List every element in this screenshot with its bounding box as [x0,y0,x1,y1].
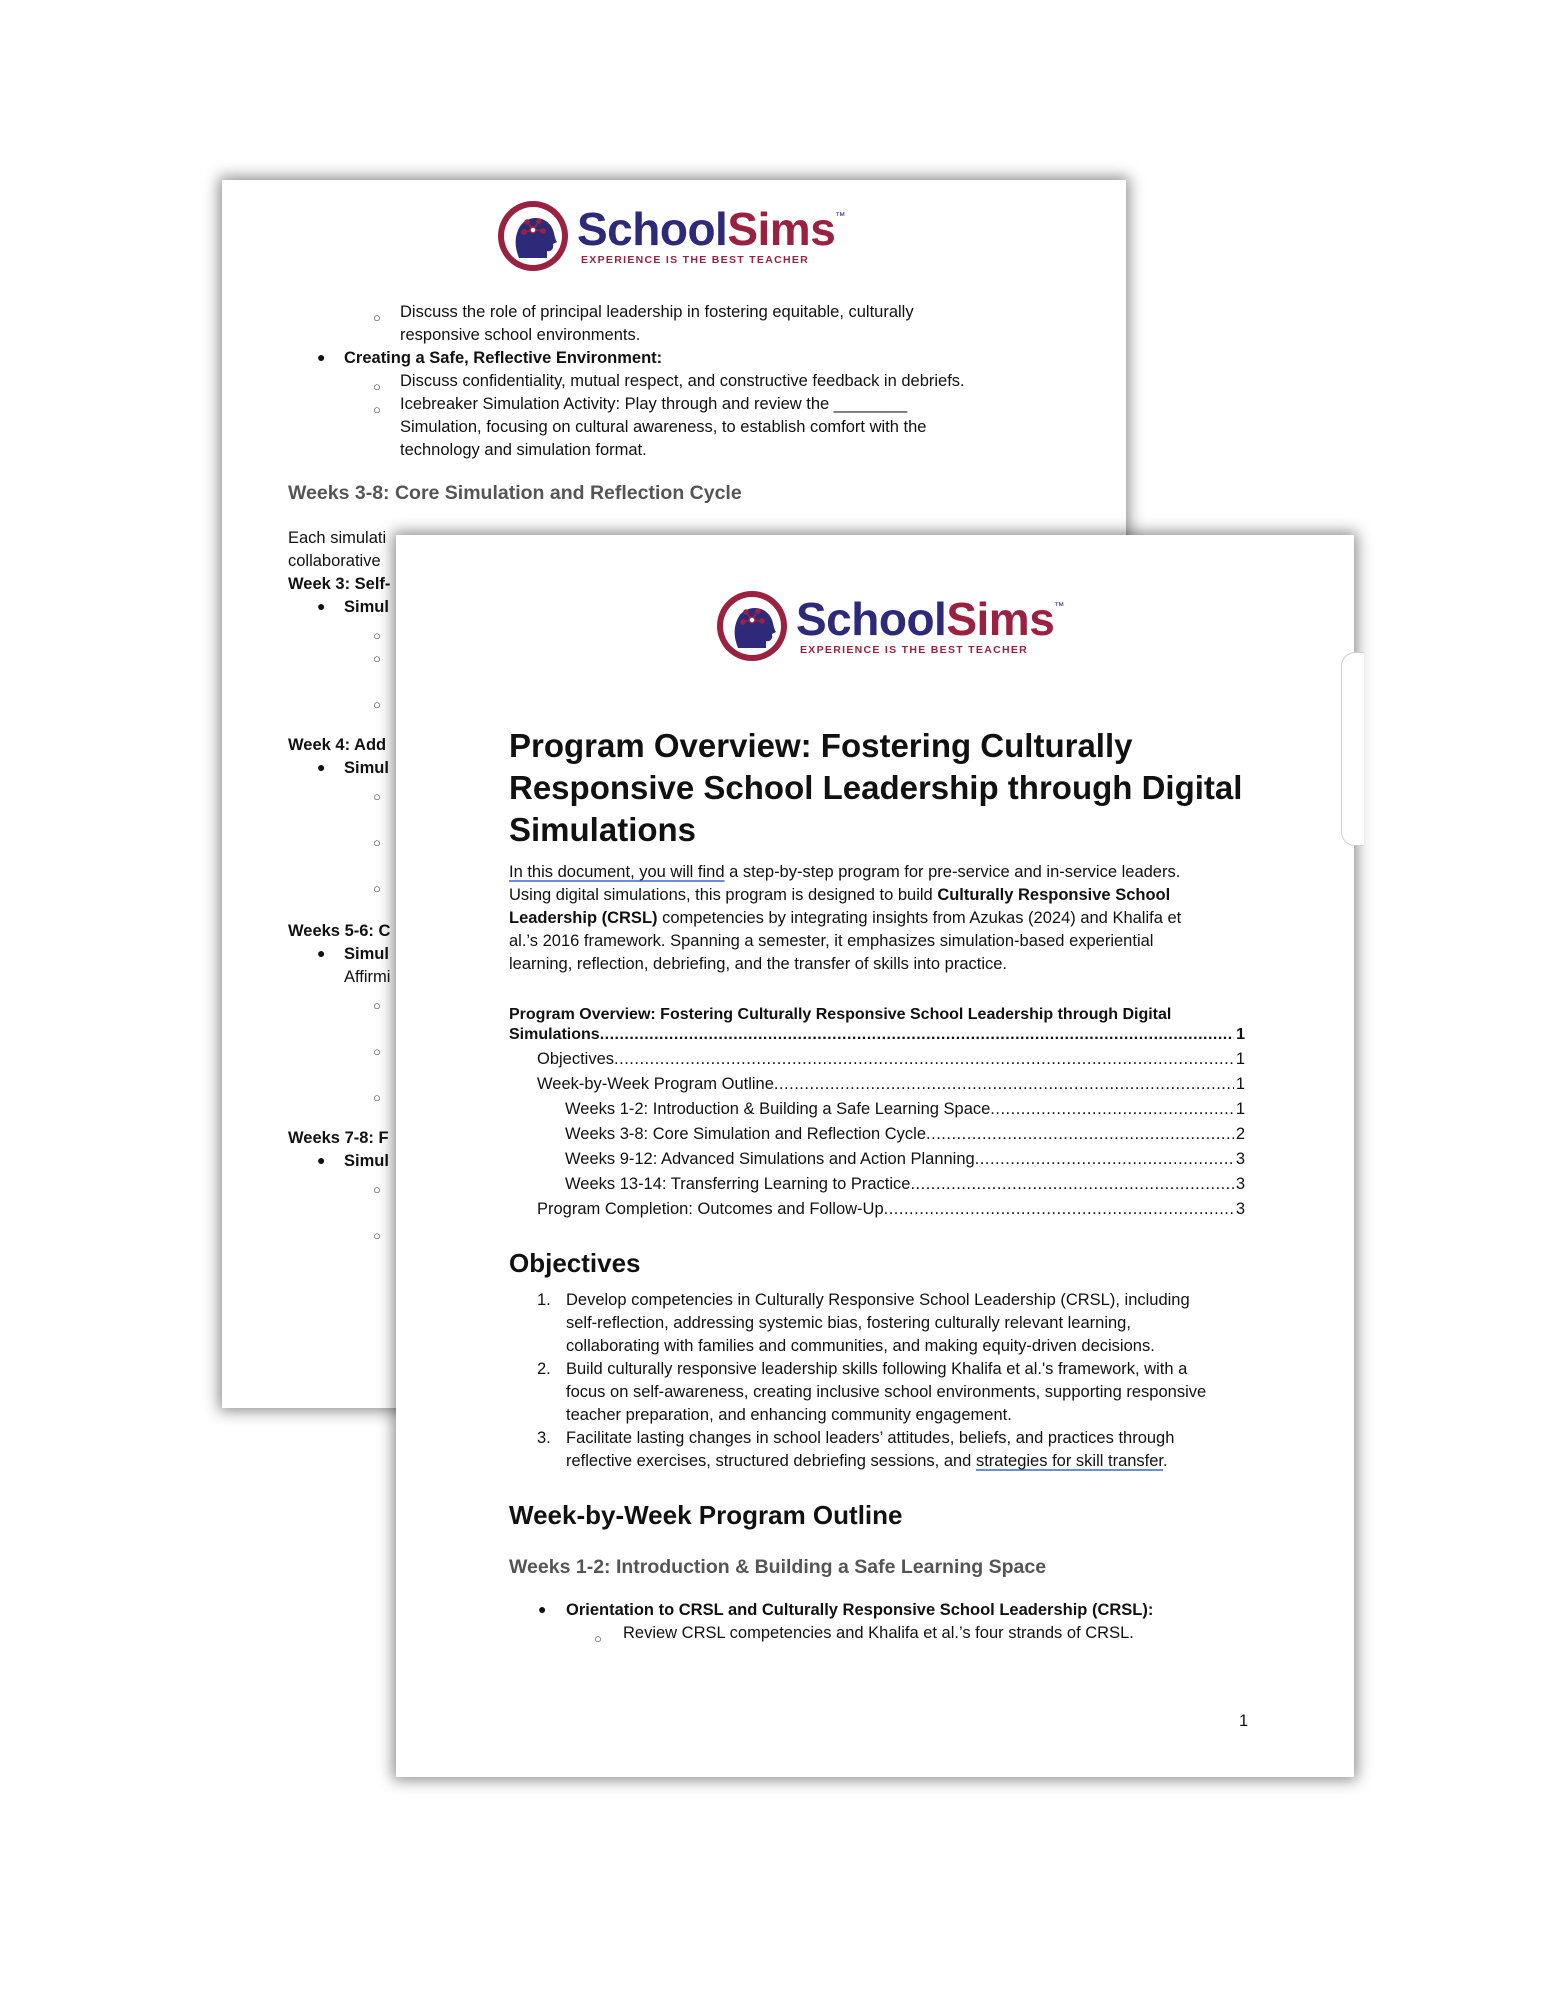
toc-label: Weeks 13-14: Transferring Learning to Practice [565,1175,911,1193]
toc-label: Weeks 9-12: Advanced Simulations and Action Planning [565,1150,975,1168]
intro-line: al.’s 2016 framework. Spanning a semester, it emphasizes simulation-based experiential [509,932,1154,950]
back-fragment: collaborative [288,552,381,570]
back-text-line: Icebreaker Simulation Activity: Play through and review the ________ [400,395,908,413]
intro-line [509,884,1170,907]
brain-head-logo-icon [716,590,788,662]
toc-label: Objectives [537,1050,615,1068]
toc-entry-weeks-1-2[interactable] [565,1098,1245,1121]
sub-bullet-icon: ○ [373,835,381,850]
back-week4: Week 4: Add [288,736,387,754]
back-section-heading: Weeks 3-8: Core Simulation and Reflection Cycle [288,482,742,504]
toc-main-entry[interactable] [509,1023,1245,1046]
objective-line: teacher preparation, and enhancing community engagement. [566,1406,1012,1424]
back-week56: Weeks 5-6: C [288,922,391,940]
objective-line: Build culturally responsive leadership skills following Khalifa et al.'s framework, with a [566,1360,1188,1378]
toc-label: Weeks 1-2: Introduction & Building a Safe Learning Space [565,1100,991,1118]
front-document-page [396,535,1354,1777]
sub-bullet-icon: ○ [373,379,381,394]
sub-bullet-icon: ○ [373,310,381,325]
side-panel-tab[interactable] [1341,652,1364,846]
outline-heading: Week-by-Week Program Outline [509,1500,903,1530]
bullet-icon: ● [317,945,326,961]
trademark-symbol: ™ [1054,601,1064,613]
toc-entry-weeks-13-14[interactable] [565,1173,1245,1196]
intro-underlined-phrase: In this document, you will find [509,863,725,881]
objective-number: 2. [537,1360,551,1378]
back-week3: Week 3: Self- [288,575,391,593]
toc-leader-dots [926,1123,1234,1146]
brand-name-part1: School [796,593,947,646]
objective-line [566,1450,1168,1473]
toc-page-number: 1 [1235,1050,1245,1068]
brand-name-part2: Sims [727,203,836,256]
objective-line: Develop competencies in Culturally Responsive School Leadership (CRSL), including [566,1291,1190,1309]
brand-name-part2: Sims [946,593,1055,646]
toc-main-label: Simulations [509,1026,600,1043]
intro-line: learning, reflection, debriefing, and the transfer of skills into practice. [509,955,1008,973]
objective-line: Facilitate lasting changes in school leaders’ attitudes, beliefs, and practices through [566,1429,1175,1447]
intro-text: Using digital simulations, this program is designed to build [509,886,938,904]
back-text-line: responsive school environments. [400,326,641,344]
toc-leader-dots [975,1148,1234,1171]
document-title-line: Program Overview: Fostering Culturally [509,727,1133,764]
objective-punct: . [1163,1452,1168,1470]
toc-label: Weeks 3-8: Core Simulation and Reflection Cycle [565,1125,927,1143]
toc-leader-dots [614,1048,1234,1071]
intro-line [509,907,1181,930]
document-title-line: Simulations [509,811,697,848]
brand-tagline: EXPERIENCE IS THE BEST TEACHER [581,254,810,267]
toc-page-number: 3 [1235,1150,1245,1168]
brand-tagline: EXPERIENCE IS THE BEST TEACHER [800,644,1029,657]
trademark-symbol: ™ [835,211,845,223]
back-simul: Simul [344,598,389,616]
objective-line: collaborating with families and communities, and making equity-driven decisions. [566,1337,1155,1355]
back-text-line: Discuss the role of principal leadership in fostering equitable, culturally [400,303,914,321]
toc-page-number: 3 [1235,1200,1245,1218]
toc-leader-dots [910,1173,1233,1196]
back-simul: Simul [344,759,389,777]
sub-bullet-icon: ○ [373,881,381,896]
intro-bold-text: Leadership (CRSL) [509,909,658,927]
objective-number: 3. [537,1429,551,1447]
schoolsims-logo [497,200,845,272]
toc-leader-dots [884,1198,1234,1221]
back-text-line: Discuss confidentiality, mutual respect, and constructive feedback in debriefs. [400,372,965,390]
toc-page-number: 2 [1235,1125,1245,1143]
sub-bullet-icon: ○ [373,402,381,417]
sub-bullet-icon: ○ [373,1090,381,1105]
back-affirmi: Affirmi [344,968,391,986]
sub-bullet-icon: ○ [594,1631,602,1646]
schoolsims-logo [716,590,1064,662]
objectives-heading: Objectives [509,1248,641,1278]
intro-bold-text: Culturally Responsive School [937,886,1171,904]
bullet-icon: ● [317,759,326,775]
objective-line: focus on self-awareness, creating inclusive school environments, supporting responsive [566,1383,1207,1401]
brain-head-logo-icon [497,200,569,272]
intro-text: a step-by-step program for pre-service and in-service leaders. [724,863,1181,881]
back-creating-heading: Creating a Safe, Reflective Environment: [344,349,663,367]
objective-text: reflective exercises, structured debriefing sessions, and [566,1452,976,1470]
toc-page-number: 3 [1235,1175,1245,1193]
page-number: 1 [1239,1712,1249,1730]
objective-underlined-phrase: strategies for skill transfer [975,1452,1164,1470]
back-week78: Weeks 7-8: F [288,1129,389,1147]
sub-bullet-icon: ○ [373,998,381,1013]
weeks-1-2-heading: Weeks 1-2: Introduction & Building a Safe Learning Space [509,1556,1047,1578]
sub-bullet-icon: ○ [373,651,381,666]
brand-name-part1: School [577,203,728,256]
objective-number: 1. [537,1291,551,1309]
orientation-item: Orientation to CRSL and Culturally Responsive School Leadership (CRSL): [566,1601,1154,1619]
toc-leader-dots [774,1073,1234,1096]
back-fragment: Each simulati [288,529,387,547]
document-title-line: Responsive School Leadership through Digital [509,769,1243,806]
bullet-icon: ● [538,1601,547,1617]
toc-page-number: 1 [1236,1026,1245,1043]
toc-page-number: 1 [1235,1100,1245,1118]
sub-bullet-icon: ○ [373,628,381,643]
back-text-line: Simulation, focusing on cultural awareness, to establish comfort with the [400,418,927,436]
toc-entry-program-completion[interactable] [537,1198,1245,1221]
toc-label: Week-by-Week Program Outline [537,1075,774,1093]
toc-entry-weeks-3-8[interactable] [565,1123,1245,1146]
intro-line [509,861,1180,884]
sub-bullet-icon: ○ [373,1044,381,1059]
toc-label: Program Completion: Outcomes and Follow-Up [537,1200,884,1218]
bullet-icon: ● [317,598,326,614]
objective-line: self-reflection, addressing systemic bias, fostering culturally relevant learning, [566,1314,1131,1332]
sub-bullet-icon: ○ [373,1228,381,1243]
toc-entry-week-by-week[interactable] [537,1073,1245,1096]
bullet-icon: ● [317,349,326,365]
toc-leader-dots [990,1098,1234,1121]
bullet-icon: ● [317,1152,326,1168]
orientation-sub-item: Review CRSL competencies and Khalifa et al.’s four strands of CRSL. [623,1624,1134,1642]
toc-entry-objectives[interactable] [537,1048,1245,1071]
back-simul: Simul [344,1152,389,1170]
toc-page-number: 1 [1235,1075,1245,1093]
sub-bullet-icon: ○ [373,697,381,712]
sub-bullet-icon: ○ [373,1182,381,1197]
toc-main-entry-line1[interactable]: Program Overview: Fostering Culturally Responsive School Leadership through Digital [509,1006,1172,1023]
back-text-line: technology and simulation format. [400,441,647,459]
intro-text: competencies by integrating insights from Azukas (2024) and Khalifa et [657,909,1182,927]
sub-bullet-icon: ○ [373,789,381,804]
back-simul: Simul [344,945,389,963]
toc-leader-dots [600,1023,1234,1046]
toc-entry-weeks-9-12[interactable] [565,1148,1245,1171]
